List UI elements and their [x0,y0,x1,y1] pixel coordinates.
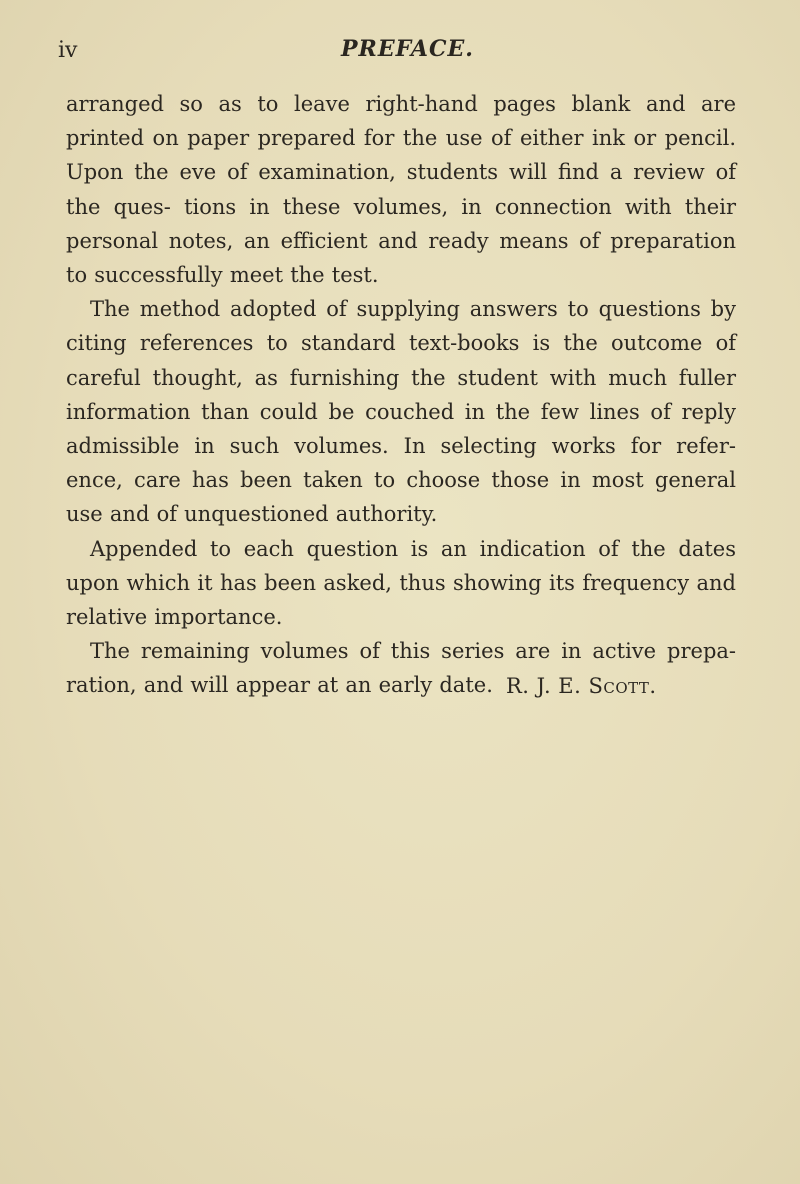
preface-body [66,87,736,703]
paragraph-continuation: arranged so as to leave right-hand pages blank and are printed on paper prepared for the use of either ink or pencil. Upon the eve of examination, students will find a review of the ques- tions in these volumes, in connection with their personal notes, an efficient and ready means of preparation to successfully meet the test. [66,92,736,288]
author-signature: R. J. E. Scott. [506,674,657,698]
page-header [58,36,738,70]
paragraph-remaining-volumes: The remaining volumes of this series are in active prepa- ration, and will appear at an early date. [66,639,736,698]
page-number: iv [58,38,78,63]
paragraph-method: The method adopted of supplying answers to questions by citing references to standard text-books is the outcome of careful thought, as furnishing the student with much fuller information than could be couched in the few lines of reply admissible in such volumes. In selecting works for refer- ence, care has been taken to choose those in most general use and of unquestioned authority. [66,297,736,527]
paragraph-appended: Appended to each question is an indication of the dates upon which it has been asked, thus showing its frequency and relative importance. [66,536,736,630]
running-title: PREFACE. [341,36,474,62]
